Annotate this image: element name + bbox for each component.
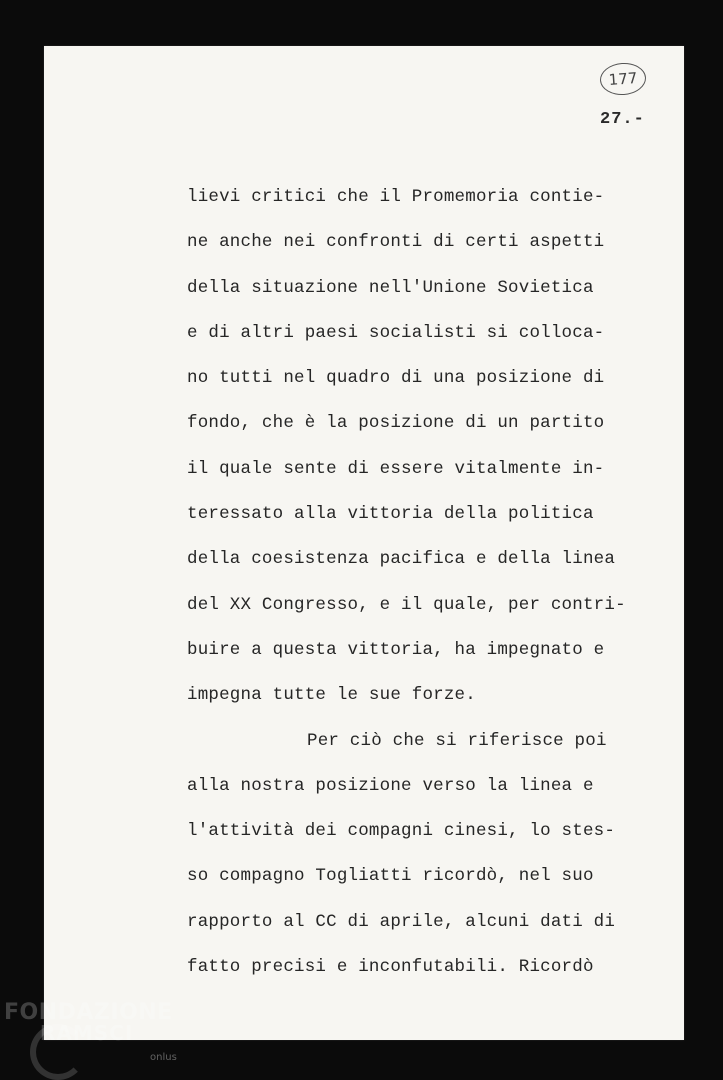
fondazione-gramsci-watermark	[4, 1000, 177, 1063]
text-line: rapporto al CC di aprile, alcuni dati di	[187, 911, 616, 932]
text-line: e di altri paesi socialisti si colloca-	[187, 322, 605, 343]
watermark-line1: FONDAZIONE	[4, 1000, 173, 1025]
watermark-sub: onlus	[150, 1052, 177, 1063]
g-logo-icon	[30, 1024, 86, 1080]
text-line: della situazione nell'Unione Sovietica	[187, 277, 594, 298]
text-line: della coesistenza pacifica e della linea	[187, 549, 616, 570]
text-line: teressato alla vittoria della politica	[187, 504, 594, 525]
text-line: lievi critici che il Promemoria contie-	[187, 187, 605, 207]
archive-number-stamp	[599, 61, 647, 96]
watermark-line2: RAMSCI	[40, 1021, 134, 1045]
text-line: del XX Congresso, e il quale, per contri-	[187, 594, 626, 615]
typed-text-body	[187, 186, 687, 1001]
text-line: alla nostra posizione verso la linea e	[187, 775, 594, 796]
text-line: fondo, che è la posizione di un partito	[187, 413, 605, 434]
text-line: no tutti nel quadro di una posizione di	[187, 368, 605, 389]
archive-number: 177	[608, 69, 638, 89]
text-line: il quale sente di essere vitalmente in-	[187, 458, 605, 479]
text-line: buire a questa vittoria, ha impegnato e	[187, 639, 605, 660]
text-line: impegna tutte le sue forze.	[187, 685, 476, 706]
text-line-indented: Per ciò che si riferisce poi	[307, 730, 607, 751]
page-number: 27.-	[600, 110, 645, 129]
document-page	[44, 46, 684, 1040]
text-line: l'attività dei compagni cinesi, lo stes-	[187, 821, 616, 842]
text-line: fatto precisi e inconfutabili. Ricordò	[187, 957, 594, 978]
text-line: so compagno Togliatti ricordò, nel suo	[187, 866, 594, 887]
text-line: ne anche nei confronti di certi aspetti	[187, 232, 605, 253]
